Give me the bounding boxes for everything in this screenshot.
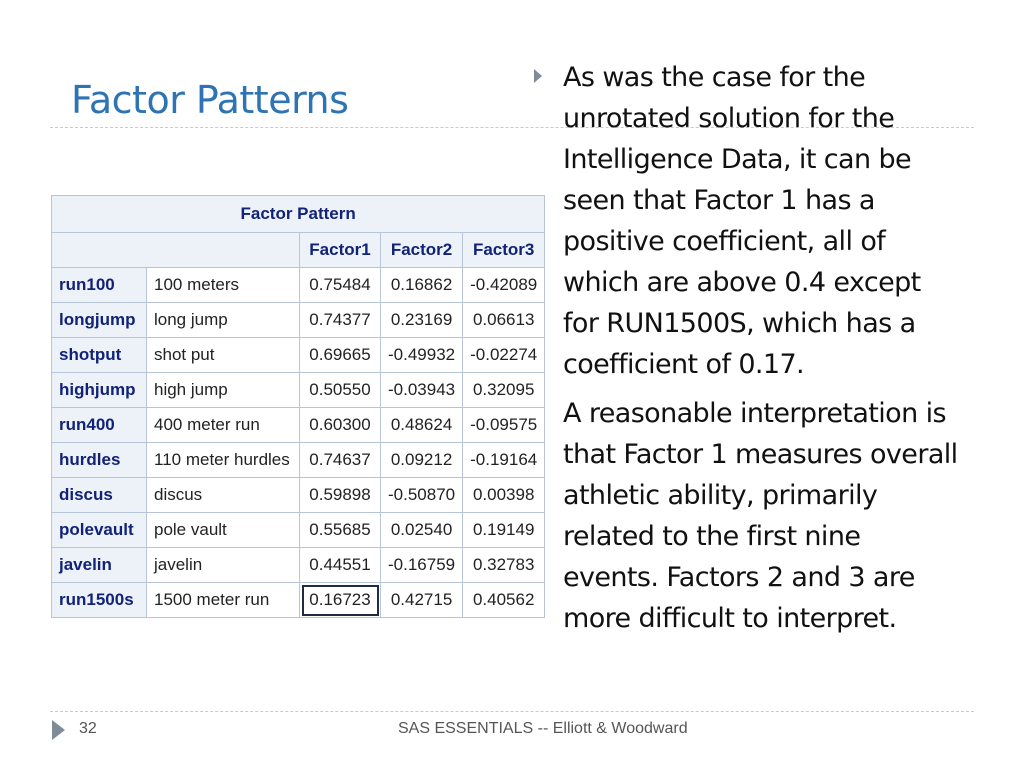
table-row <box>52 303 545 338</box>
footer-divider <box>50 711 974 712</box>
variable-name: hurdles <box>52 443 147 478</box>
loading-factor2: -0.49932 <box>381 338 463 373</box>
variable-name: discus <box>52 478 147 513</box>
loading-factor3: 0.32783 <box>463 548 545 583</box>
table-caption-row <box>52 196 545 233</box>
table-row <box>52 583 545 618</box>
page-number: 32 <box>79 720 97 737</box>
loading-factor2: 0.02540 <box>381 513 463 548</box>
column-header-factor1: Factor1 <box>300 233 381 268</box>
loading-factor3: -0.19164 <box>463 443 545 478</box>
loading-factor1: 0.60300 <box>300 408 381 443</box>
bullet-item <box>532 57 962 385</box>
footer-credit: SAS ESSENTIALS -- Elliott & Woodward <box>398 720 688 737</box>
loading-factor3: 0.06613 <box>463 303 545 338</box>
table-row <box>52 443 545 478</box>
bullet-paragraph-1: As was the case for the unrotated solution for the Intelligence Data, it can be seen that Factor 1 has a positive coefficient, all of which are above 0.4 except for RUN1500S, which has a coefficient of 0.17. <box>563 62 921 380</box>
variable-name: run1500s <box>52 583 147 618</box>
variable-name: javelin <box>52 548 147 583</box>
table-row <box>52 338 545 373</box>
loading-factor1: 0.74377 <box>300 303 381 338</box>
variable-label: discus <box>147 478 300 513</box>
loading-factor3: 0.32095 <box>463 373 545 408</box>
bullet-continuation <box>532 393 962 639</box>
loading-factor2: 0.23169 <box>381 303 463 338</box>
variable-label: pole vault <box>147 513 300 548</box>
bullet-list <box>532 57 962 639</box>
loading-factor2: 0.16862 <box>381 268 463 303</box>
variable-label: 100 meters <box>147 268 300 303</box>
loading-factor3: -0.09575 <box>463 408 545 443</box>
variable-label: shot put <box>147 338 300 373</box>
column-header-factor3: Factor3 <box>463 233 545 268</box>
loading-factor2: -0.50870 <box>381 478 463 513</box>
header-blank-cell <box>52 233 300 268</box>
loading-factor1: 0.59898 <box>300 478 381 513</box>
table-row <box>52 513 545 548</box>
loading-factor3: 0.40562 <box>463 583 545 618</box>
loading-factor2: 0.09212 <box>381 443 463 478</box>
table-row <box>52 373 545 408</box>
loading-factor1: 0.75484 <box>300 268 381 303</box>
bullet-paragraph-2: A reasonable interpretation is that Factor 1 measures overall athletic ability, primarily related to the first nine events. Factors 2 and 3 are more difficult to interpret. <box>563 398 958 634</box>
table-row <box>52 268 545 303</box>
variable-name: longjump <box>52 303 147 338</box>
loading-factor3: 0.19149 <box>463 513 545 548</box>
triangle-right-icon <box>52 720 65 740</box>
loading-factor1: 0.44551 <box>300 548 381 583</box>
variable-name: run100 <box>52 268 147 303</box>
loading-factor3: -0.02274 <box>463 338 545 373</box>
table-row <box>52 408 545 443</box>
loading-factor1: 0.50550 <box>300 373 381 408</box>
table-row <box>52 548 545 583</box>
variable-label: high jump <box>147 373 300 408</box>
loading-factor1: 0.55685 <box>300 513 381 548</box>
variable-label: javelin <box>147 548 300 583</box>
variable-label: 1500 meter run <box>147 583 300 618</box>
loading-factor3: -0.42089 <box>463 268 545 303</box>
loading-factor2: -0.03943 <box>381 373 463 408</box>
table-caption: Factor Pattern <box>52 196 545 233</box>
triangle-right-icon <box>534 69 542 83</box>
loading-factor1: 0.74637 <box>300 443 381 478</box>
loading-factor2: 0.42715 <box>381 583 463 618</box>
slide-title: Factor Patterns <box>71 78 349 122</box>
loading-factor1: 0.69665 <box>300 338 381 373</box>
variable-label: 400 meter run <box>147 408 300 443</box>
variable-name: shotput <box>52 338 147 373</box>
variable-label: 110 meter hurdles <box>147 443 300 478</box>
variable-name: polevault <box>52 513 147 548</box>
variable-name: run400 <box>52 408 147 443</box>
factor-pattern-table <box>51 195 545 618</box>
variable-label: long jump <box>147 303 300 338</box>
loading-factor3: 0.00398 <box>463 478 545 513</box>
column-header-factor2: Factor2 <box>381 233 463 268</box>
variable-name: highjump <box>52 373 147 408</box>
loading-factor2: -0.16759 <box>381 548 463 583</box>
table-header-row <box>52 233 545 268</box>
loading-factor2: 0.48624 <box>381 408 463 443</box>
table-row <box>52 478 545 513</box>
highlighted-loading-cell: 0.16723 <box>300 583 381 618</box>
